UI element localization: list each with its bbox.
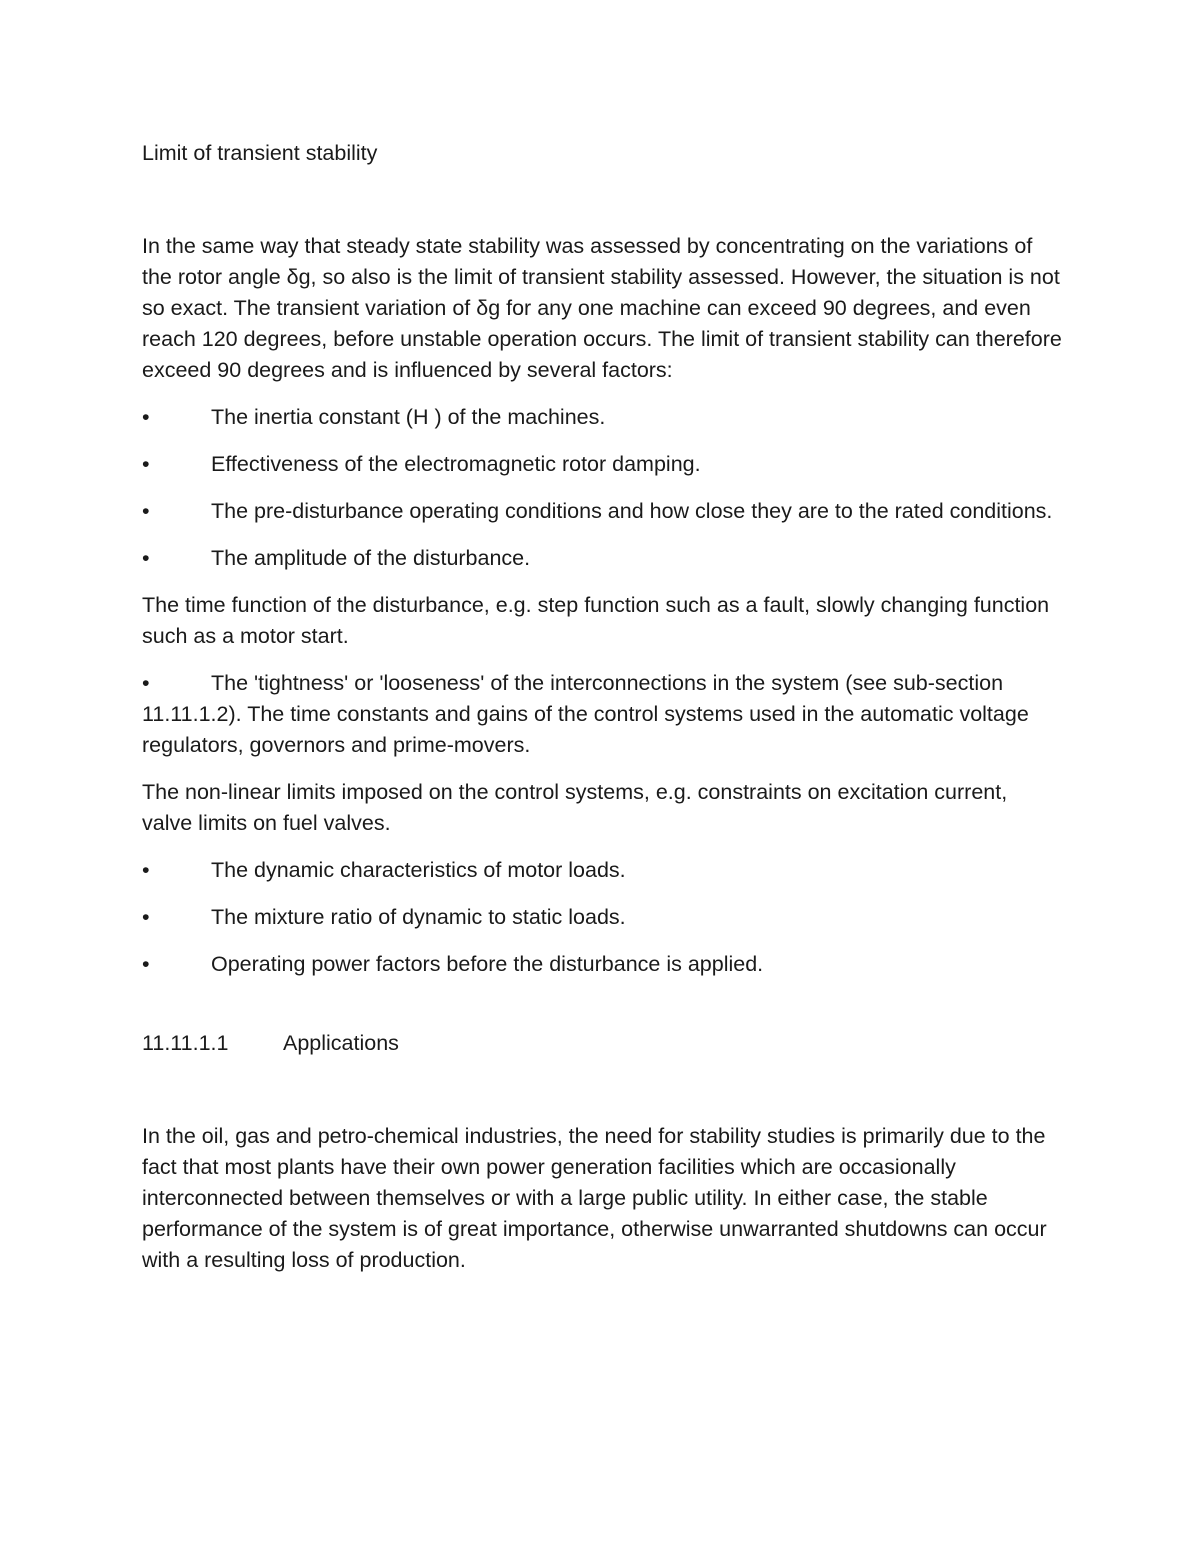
- bullet-item-pre-disturbance: [142, 496, 1062, 527]
- bullet-symbol: •: [142, 405, 150, 429]
- bullet-item-inertia: [142, 402, 1062, 433]
- bullet-symbol: •: [142, 905, 150, 929]
- intro-paragraph: In the same way that steady state stability was assessed by concentrating on the variations of the rotor angle δg, so also is the limit of transient stability assessed. However, the situation is not so exact. The transient variation of δg for any one machine can exceed 90 degrees, and even reach 120 degrees, before unstable operation occurs. The limit of transient stability can therefore exceed 90 degrees and is influenced by several factors:: [142, 234, 1062, 382]
- nonlinear-paragraph: The non-linear limits imposed on the control systems, e.g. constraints on excitation current, valve limits on fuel valves.: [142, 780, 1008, 835]
- section-title: Applications: [283, 1031, 399, 1055]
- bullet-text: The inertia constant (H ) of the machines.: [211, 405, 606, 429]
- bullet-symbol: •: [142, 546, 150, 570]
- bullet-symbol: •: [142, 499, 150, 523]
- bullet-symbol: •: [142, 452, 150, 476]
- section-heading: [142, 1028, 1062, 1059]
- section-number: 11.11.1.1: [142, 1031, 229, 1055]
- bullet-text: The dynamic characteristics of motor loads.: [211, 858, 626, 882]
- bullet-text: Operating power factors before the disturbance is applied.: [211, 952, 764, 976]
- bullet-item-motor-loads: [142, 855, 1062, 886]
- bullet-item-tightness: [142, 668, 1062, 761]
- bullet-item-mixture-ratio: [142, 902, 1062, 933]
- bullet-symbol: •: [142, 858, 150, 882]
- time-function-paragraph: The time function of the disturbance, e.g. step function such as a fault, slowly changing function such as a motor start.: [142, 593, 1050, 648]
- bullet-item-amplitude: [142, 543, 1062, 574]
- bullet-text: The pre-disturbance operating conditions and how close they are to the rated conditions.: [211, 499, 1053, 523]
- bullet-text: The amplitude of the disturbance.: [211, 546, 531, 570]
- bullet-symbol: •: [142, 952, 150, 976]
- bullet-item-damping: [142, 449, 1062, 480]
- applications-paragraph: In the oil, gas and petro-chemical industries, the need for stability studies is primarily due to the fact that most plants have their own power generation facilities which are occasionally interconnected between themselves or with a large public utility. In either case, the stable performance of the system is of great importance, otherwise unwarranted shutdowns can occur with a resulting loss of production.: [142, 1124, 1047, 1272]
- bullet-text: Effectiveness of the electromagnetic rotor damping.: [211, 452, 701, 476]
- document-title: Limit of transient stability: [142, 141, 378, 165]
- bullet-text: The mixture ratio of dynamic to static loads.: [211, 905, 626, 929]
- bullet-item-power-factors: [142, 949, 1062, 980]
- document-page: [142, 138, 1062, 1292]
- bullet-text: The 'tightness' or 'looseness' of the interconnections in the system (see sub-section 11.11.1.2). The time constants and gains of the control systems used in the automatic voltage regulators, governors and prime-movers.: [142, 671, 1029, 757]
- bullet-symbol: •: [142, 671, 150, 695]
